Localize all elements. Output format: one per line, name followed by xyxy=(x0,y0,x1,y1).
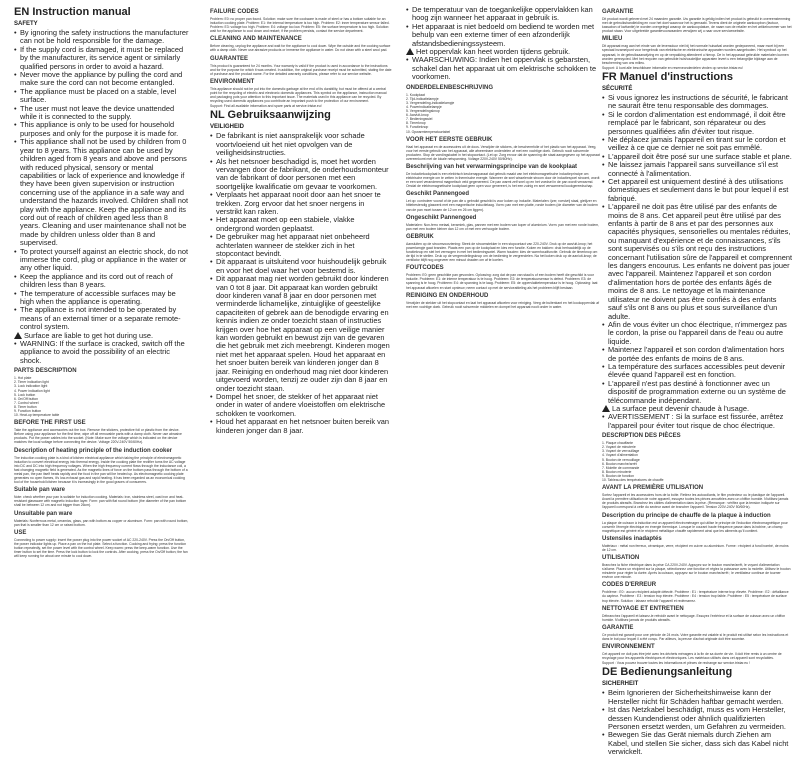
list-item: • Dit apparaat is uitsluitend voor huishoudelijk gebruik en voor het doel waar het voor bestemd is. xyxy=(216,258,392,275)
list-item: 9. Function button xyxy=(14,409,42,413)
fr-use-heading: UTILISATION xyxy=(602,554,640,561)
warning-triangle-icon xyxy=(406,48,414,55)
fr-unsuitable-heading: Ustensiles inadaptés xyxy=(602,535,662,542)
nl-warning: • WAARSCHUWING: Indien het oppervlak is gebarsten, schakel dan het apparaat uit om elektrische schokken te voorkomen. xyxy=(412,56,600,81)
list-item: 9. Functieknop xyxy=(406,125,429,130)
column-en xyxy=(14,6,190,559)
list-item: 6. Aan/uit-knop xyxy=(406,113,429,118)
en-first-use-heading: BEFORE THE FIRST USE xyxy=(14,420,86,427)
fr-cleaning-heading: NETTOYAGE ET ENTRETIEN xyxy=(602,605,684,612)
list-item: • Het apparaat is niet bedoeld om bediend te worden met behulp van een externe timer of een afzonderlijk afstandsbedieningssysteem. xyxy=(412,23,600,48)
list-item: • L'appareil ne doit pas être utilisé par des enfants de moins de 8 ans. Cet appareil peut être utilisé par des enfants à partir de 8 ans et par des personnes aux capacités physiques, sensorielles ou mentales réduites, ou manquant d'expérience et de connaissances, s'ils sont supervisés ou s'ils ont reçu des instructions concernant l'utilisation sûre de l'appareil et comprennent les dangers encourus. Les enfants ne doivent pas jouer avec l'appareil. Maintenez l'appareil et son cordon d'alimentation hors de portée des enfants âgés de moins de 8 ans. Le nettoyage et la maintenance utilisateur ne doivent pas être confiés à des enfants sauf s'ils ont 8 ans ou plus et sous surveillance d'un adulte. xyxy=(608,203,792,321)
list-item: 4. Powerindicatielampje xyxy=(406,104,442,109)
list-item: • Cet appareil est uniquement destiné à des utilisations domestiques et seulement dans le but pour lequel il est fabriqué. xyxy=(608,178,792,203)
fr-cleaning-text: Débranchez l'appareil et laissez-le refroidir avant le nettoyage. Essuyez l'extérieur et la surface de cuisson avec un chiffon humide. N'utilisez jamais de produits abrasifs. xyxy=(602,613,786,622)
nl-support: Support: U kunt alle beschikbare informatie en reserveonderdelen vinden op service.tristar.eu! xyxy=(602,65,743,70)
list-item: • De fabrikant is niet aansprakelijk voor schade voortvloeiend uit het niet opvolgen van de veiligheidsinstructies. xyxy=(216,132,392,157)
en-failure-heading: FAILURE CODES xyxy=(210,9,259,15)
en-pans-text: Note: check whether your pan is suitable for induction cooking. Materials: iron, stainless steel, cast iron and heat-resistant glassware with magnetic induction layer. Form: pan with flat round bottom (the diameter of the pan bottom shall be between 12 cm and not bigger than 26cm). xyxy=(14,495,187,508)
list-item: • Si vous ignorez les instructions de sécurité, le fabricant ne saurait être tenu responsable des dommages. xyxy=(608,94,792,111)
en-first-use-text: Take the appliance and accessories out the box. Remove the stickers, protective foil or plastic from the device. Before using your appliance for the first time, wipe off all removable parts with a damp cloth. Never use abrasive products. Put the power cables into the socket. (Note: Make sure the voltage which is indicated on the device matches the local voltage before connecting the device. Voltage 220V-240V 50/60Hz). xyxy=(14,428,182,445)
list-item: 10. Tableau des températures de chauffe xyxy=(602,478,664,483)
en-env-heading: ENVIRONMENT xyxy=(210,78,255,85)
fr-safety-list xyxy=(602,94,792,405)
list-item: • Het apparaat moet op een stabiele, vlakke ondergrond worden geplaatst. xyxy=(216,216,392,233)
list-item: • Afin de vous éviter un choc électrique, n'immergez pas le cordon, la prise ou l'appareil dans de l'eau ou autre liquide. xyxy=(608,321,792,346)
nl-title: NL Gebruiksaanwijzing xyxy=(210,109,331,122)
en-support: Support: Find all available information and spare parts at service.tristar.eu! xyxy=(210,104,322,109)
list-item: • The appliance must be placed on a stable, level surface. xyxy=(20,88,190,105)
de-safety-heading: SICHERHEIT xyxy=(602,681,639,688)
column-en-nl xyxy=(210,6,392,435)
nl-unsuitable-text: Materialen: Non-ferro metaal, keramiek, glas, pannen met een bodem van koper of aluminium. Vorm: pan met een ronde bodem, pan met een bodem kleiner dan 12 cm of met een verhoogde bodem. xyxy=(406,222,599,231)
list-item: 10. Heat-up temperature table xyxy=(14,413,60,418)
nl-guarantee-text: Dit product wordt geleverd met 24 maanden garantie. Uw garantie is geldig indien het product is gebruikt in overeenstemming met de gebruikshandleiding en voor het doel waarvoor het is gemaakt. Tevens dient de originele aankoopbon (factuur, kassabon of kwitantie) te worden overgelegd waarop de aankoopdatum, de naam van de retailer en het artikelnummer van het product staan. Voor uitgebreide garantievoorwaarden verwijzen wij u naar onze servicewebsite. xyxy=(602,17,792,34)
en-env-text: This appliance should not be put into the domestic garbage at the end of its durability, but must be offered at a central point for the recycling of electric and electronic domestic appliances. This symbol on the appliance, instruction manual and packaging puts your attention to this important issue. The materials used in this appliance can be recycled. By recycling used domestic appliances you contribute an important push to the protection of our environment. xyxy=(210,86,387,104)
list-item: 2. Timer indication light xyxy=(14,380,49,385)
en-parts-heading: PARTS DESCRIPTION xyxy=(14,368,77,375)
nl-first-use-text: Haal het apparaat en de accessoires uit de doos. Verwijder de stickers, de beschermfolie of het plastic van het apparaat. Veeg, voor het eerste gebruik van het apparaat, alle afneembare onderdelen af met een vochtige doek. Gebruik nooit schurende producten. Stop de voedingskabel in het stopcontact. (Let op: Zorg ervoor dat de spanning die staat aangegeven op het apparaat overeenkomt met de lokale netspanning. Voltage 220V-240V 50/60Hz). xyxy=(406,144,600,161)
list-item: • De gebruiker mag het apparaat niet onbeheerd achterlaten wanneer de stekker zich in het stopcontact bevindt. xyxy=(216,233,392,258)
list-item: • The user must not leave the device unattended while it is connected to the supply. xyxy=(20,105,190,122)
list-item: • Ne déplacez jamais l'appareil en tirant sur le cordon et veillez à ce que ce dernier ne soit pas emmêlé. xyxy=(608,136,792,153)
nl-parts-list xyxy=(406,93,600,134)
list-item: 3. Vergrendeling-indicatielampje xyxy=(406,100,455,105)
list-item: • Si le cordon d'alimentation est endommagé, il doit être remplacé par le fabricant, son réparateur ou des personnes qualifiées afin d'éviter tout risque. xyxy=(608,111,792,136)
en-pans-heading: Suitable pan ware xyxy=(14,487,66,494)
en-parts-list xyxy=(14,376,190,417)
fr-title: FR Manuel d'instructions xyxy=(602,70,733,83)
list-item: • Ne laissez jamais l'appareil sans surveillance s'il est connecté à l'alimentation. xyxy=(608,161,792,178)
fr-parts-heading: DESCRIPTION DES PIÈCES xyxy=(602,433,681,440)
list-item: • Never move the appliance by pulling the cord and make sure the cord can not become entangled. xyxy=(20,71,190,88)
en-guarantee-heading: GUARANTEE xyxy=(210,55,249,62)
fr-failure-heading: CODES D'ERREUR xyxy=(602,582,657,589)
en-safety-list xyxy=(14,29,190,332)
list-item: 7. Molette de commande xyxy=(602,465,640,470)
list-item: • Ist das Netzkabel beschädigt, muss es vom Hersteller, dessen Kundendienst oder ähnlich qualifizierten Personen ersetzt werden, um Gefahren zu vermeiden. xyxy=(608,706,792,731)
fr-safety-heading: SÉCURITÉ xyxy=(602,85,633,92)
fr-first-use-text: Sortez l'appareil et les accessoires hors de la boîte. Retirez les autocollants, le film protecteur ou le plastique de l'appareil. Avant la première utilisation de votre appareil, essuyez toutes les pièces amovibles avec un chiffon humide. N'utilisez jamais de produits abrasifs. Branchez les câbles d'alimentation dans la prise. (Remarque : vérifiez que la tension indiquée sur l'appareil correspond à celle du secteur avant de brancher l'appareil. Tension 220V-240V 50/60Hz). xyxy=(602,493,789,510)
en-use-heading: USE xyxy=(14,529,27,536)
list-item: • Verplaats het apparaat nooit door aan het snoer te trekken. Zorg ervoor dat het snoer nergens in verstrikt kan raken. xyxy=(216,191,392,216)
list-item: • If the supply cord is damaged, it must be replaced by the manufacturer, its service agent or similarly qualified persons in order to avoid a hazard. xyxy=(20,46,190,71)
list-item: 7. Control wheel xyxy=(14,400,39,405)
nl-principle-heading: Beschrijving van het verwarmingsprincipe van de kookplaat xyxy=(406,163,578,170)
list-item: 2. Tijd-indicatielampje xyxy=(406,96,439,101)
list-item: • L'appareil n'est pas destiné à fonctionner avec un dispositif de programmation externe ou un système de télécommande indépendant. xyxy=(608,380,792,405)
nl-guarantee-heading: GARANTIE xyxy=(602,9,634,15)
list-item: • Dit apparaat mag niet worden gebruikt door kinderen van 0 tot 8 jaar. Dit apparaat kan worden gebruikt door kinderen vanaf 8 jaar en door personen met verminderde lichamelijke, zintuiglijke of geestelijke capaciteiten of gebrek aan de benodigde ervaring en kennis indien ze onder toezicht staan of instructies krijgen over hoe het apparaat op een veilige manier kan worden gebruikt en bewust zijn van de gevaren die het gebruik met zich meebrengt. Kinderen mogen niet met het apparaat spelen. Houd het apparaat en het snoer buiten bereik van kinderen jonger dan 8 jaar. Reiniging en onderhoud mag niet door kinderen uitgevoerd worden, tenzij ze ouder zijn dan 8 jaar en onder toezicht staan. xyxy=(216,275,392,393)
list-item: 8. Timer button xyxy=(14,404,37,409)
list-item: • To protect yourself against an electric shock, do not immerse the cord, plug or appliance in the water or any other liquid. xyxy=(20,248,190,273)
list-item: 5. Vergrendelingsknop xyxy=(406,109,440,114)
list-item: 3. Lock indication light xyxy=(14,384,48,389)
en-small-text xyxy=(14,368,190,558)
en-small-text-cont xyxy=(210,9,392,108)
list-item: 6. On/Off button xyxy=(14,396,39,401)
list-item: 1. Plaque chauffante xyxy=(602,441,634,446)
nl-safety-heading: VEILIGHEID xyxy=(210,124,245,131)
list-item: • Maintenez l'appareil et son cordon d'alimentation hors de portée des enfants de moins de 8 ans. xyxy=(608,346,792,363)
fr-guarantee-heading: GARANTIE xyxy=(602,624,634,631)
fr-support: Support : Vous pouvez trouver toutes les informations et pièces de rechange sur service.tristar.eu ! xyxy=(602,661,750,666)
en-cleaning-text: Before cleaning, unplug the appliance and wait for the appliance to cool down. Wipe the outside and the cooking surface with a damp cloth. Never use abrasive products or immerse the appliance in water. Do not clean with a steel wool pad. xyxy=(210,44,391,53)
en-guarantee-text: This product is guaranteed for 24 months. Your warranty is valid if the product is used in accordance to the instructions and for the purpose for which it was created. In addition, the original purchase receipt must be submitted, stating the date of purchase and the product name. For the detailed warranty conditions, please refer to our service website. xyxy=(210,63,392,76)
list-item: • Keep the appliance and its cord out of reach of children less than 8 years. xyxy=(20,273,190,290)
fr-principle-text: La plaque de cuisson à induction est un appareil électroménager qui utilise le principe de l'induction électromagnétique pour convertir l'énergie électrique en énergie thermique. Lorsque le courant haute fréquence passe dans la bobine, un champ magnétique est généré et le récipient métallique chauffe rapidement ainsi que les aliments qu'il contient. xyxy=(602,520,788,533)
list-item: • L'appareil doit être posé sur une surface stable et plane. xyxy=(608,153,792,161)
list-item: 4. Voyant d'alimentation xyxy=(602,453,638,458)
fr-use-text: Branchez la fiche électrique dans la prise CA 220V-240V. Appuyez sur le bouton marche/arrêt, le voyant d'alimentation s'allume. Placez un récipient sur la plaque, sélectionnez une fonction et réglez la puissance avec la molette. Utilisez le bouton minuterie pour régler la durée. Après la cuisson, appuyez sur le bouton marche/arrêt ; le ventilateur continue de tourner environ une minute. xyxy=(602,562,791,580)
nl-small-text-cont xyxy=(602,9,792,70)
column-nl-fr-de xyxy=(602,6,792,757)
list-item: 4. Power indication light xyxy=(14,388,50,393)
list-item: 7. Bedieningswiel xyxy=(406,117,433,122)
column-nl xyxy=(406,6,600,310)
list-item: 1. Hot plate xyxy=(14,376,32,381)
nl-principle-text: De inductiekookplaat is een elektrisch keukenapparaat dat gebruik maakt van het elektromagnetische inductieprincipe om elektrische energie om te zetten in thermische energie. Wanneer de snel wisselende stroom door de inductiespoel stroomt, wordt er een snel veranderend magnetisch veld gegenereerd. De pan warmt zelf snel op en het voedsel in de pan wordt verwarmd. Omdat de elektromagnetische kookplaat geen open vuur genereert, is het een zuinig en snel verwarmend kookgereedschap. xyxy=(406,171,600,189)
nl-parts-heading: ONDERDELENBESCHRIJVING xyxy=(406,84,494,91)
list-item: 9. Bouton de fonction xyxy=(602,473,635,478)
list-item: • De temperatuur van de toegankelijke oppervlakken kan hoog zijn wanneer het apparaat in gebruik is. xyxy=(412,6,600,23)
nl-pans-text: Let op: controleer vooraf of de pan die u gebruikt geschikt is voor koken op inductie. Materialen: ijzer, roestvrij staal, gietijzer en hittebestendig glaswerk met een magnetische inductielaag. Vorm: pan met een platte, ronde bodem (de diameter van de bodem van de pan moet tussen de 12 cm en 26 cm liggen). xyxy=(406,199,598,212)
en-title: EN Instruction manual xyxy=(14,6,131,18)
de-safety-list xyxy=(602,689,792,756)
de-title: DE Bedienungsanleitung xyxy=(602,666,733,679)
warning-triangle-icon xyxy=(602,405,610,412)
list-item: 1. Kookplaat xyxy=(406,92,425,97)
list-item: • The temperature of accessible surfaces may be high when the appliance is operating. xyxy=(20,290,190,307)
fr-principle-heading: Description du principe de chauffe de la plaque à induction xyxy=(602,512,771,519)
list-item: • Houd het apparaat en het netsnoer buiten bereik van kinderen jonger dan 8 jaar. xyxy=(216,418,392,435)
nl-first-use-heading: VOOR HET EERSTE GEBRUIK xyxy=(406,136,493,143)
list-item: • La température des surfaces accessibles peut devenir élevée quand l'appareil est en fonction. xyxy=(608,363,792,380)
hot-surface-text: La surface peut devenir chaude à l'usage. xyxy=(612,403,750,413)
nl-cleaning-text: Verwijder de stekker uit het stopcontact en laat het apparaat afkoelen voor reiniging. Veeg de buitenkant en het kookoppervlak af met een vochtige doek. Gebruik nooit schurende middelen en dompel het apparaat nooit onder in water. xyxy=(406,300,600,309)
en-safety-heading: SAFETY xyxy=(14,21,38,27)
list-item: • Beim Ignorieren der Sicherheitshinweise kann der Hersteller nicht für Schäden haftbar gemacht werden. xyxy=(608,689,792,706)
list-item: 10. Opwarmtemperatuurtabel xyxy=(406,129,451,134)
fr-unsuitable-text: Matériaux : métal non ferreux, céramique, verre, récipient en cuivre ou aluminium. Forme : récipient à fond bombé, de moins de 12 cm. xyxy=(602,543,789,552)
nl-cleaning-heading: REINIGING EN ONDERHOUD xyxy=(406,292,489,299)
en-failure-text: Problem: E0: no proper pan found. Solution: make sure the cookware is made of steel or has a bottom suitable for an induction cooking plate. Problem: E1: the internal temperature is too high. Problem: E2: inner temperature sensor failed. Problem: E3: voltage too high. Problem: E4: voltage too low. Problem: E5: the surface temperature is too high. Solution: wait for the appliance to cool down and restart; if the problem persists, contact the service department. xyxy=(210,17,390,34)
list-item: • Bewegen Sie das Gerät niemals durch Ziehen am Kabel, und stellen Sie sicher, dass sich das Kabel nicht verwickelt. xyxy=(608,731,792,756)
list-item: • This appliance shall not be used by children from 0 year to 8 years. This appliance can be used by children aged from 8 years and above and persons with reduced physical, sensory or mental capabilities or lack of experience and knowledge if they have been given supervision or instruction concerning use of the appliance in a safe way and understand the hazards involved. Children shall not play with the appliance. Keep the appliance and its cord out of reach of children aged less than 8 years. Cleaning and user maintenance shall not be made by children unless older than 8 and supervised. xyxy=(20,138,190,247)
nl-safety-list xyxy=(210,132,392,435)
fr-parts-list xyxy=(602,441,792,482)
hot-surface-text: Surface are liable to get hot during use. xyxy=(24,330,154,340)
en-principle-text: The induction cooking plate is a kind of kitchen electrical appliance which taking the principle of electromagnetic induction to convert electrical energy into thermal energy. Inside the cooking plate the rectifier turns the AC voltage into DC and DC into high frequency voltages. When the high frequency current flows through the inductance coil, a fast changing magnetic field is generated. As the magnetic lines of force on the bottom pass through the bottom of a metal pan, the pan itself heats rapidly and the food in the pan will be heated up. As electromagnetic cooking plate generates no open flames, it's low-exhaust gas and rapid heating. It has been regarded as an economical cooking tool of the household kitchen because it is increasingly in the good graces of consumers. xyxy=(14,455,188,485)
nl-env-heading: MILIEU xyxy=(602,36,623,43)
list-item: • This appliance is only to be used for household purposes and only for the purpose it is made for. xyxy=(20,121,190,138)
en-unsuitable-heading: Unsuitable pan ware xyxy=(14,510,73,517)
warning-triangle-icon xyxy=(14,332,22,339)
nl-failure-text: Probleem: E0: geen geschikte pan gevonden. Oplossing: zorg dat de pan van staal is of een bodem heeft die geschikt is voor inductie. Probleem: E1: de interne temperatuur is te hoog. Probleem: E2: de temperatuursensor is defect. Probleem: E3: de spanning is te hoog. Probleem: E4: de spanning is te laag. Probleem: E5: de oppervlaktetemperatuur is te hoog. Oplossing: laat het apparaat afkoelen en start opnieuw; neem contact op met de serviceafdeling als het probleem blijft bestaan. xyxy=(406,273,598,290)
list-item: 2. Voyant de minuterie xyxy=(602,445,636,450)
list-item: 5. Lock button xyxy=(14,392,36,397)
list-item: • Dompel het snoer, de stekker of het apparaat niet onder in water of andere vloeistoffen om elektrische schokken te voorkomen. xyxy=(216,393,392,418)
nl-unsuitable-heading: Ongeschikt Pannengoed xyxy=(406,214,477,221)
nl-failure-heading: FOUTCODES xyxy=(406,265,444,272)
nl-small-text xyxy=(406,85,600,309)
list-item: 8. Bouton minuterie xyxy=(602,469,632,474)
list-item: • Als het netsnoer beschadigd is, moet het worden vervangen door de fabrikant, de onderhoudsmonteur van de fabrikant of door personen met een soortgelijke kwalificatie om gevaar te voorkomen. xyxy=(216,158,392,192)
list-item: 3. Voyant de verrouillage xyxy=(602,449,640,454)
fr-small-text xyxy=(602,433,792,665)
fr-env-heading: ENVIRONNEMENT xyxy=(602,644,655,650)
en-unsuitable-text: Materials: Nonferrous metal, ceramics, glass, pan with bottom as copper or aluminum. Form: pan with round bottom, pan that is smaller than 12 cm or raised bottom. xyxy=(14,518,189,527)
en-warning: • WARNING: If the surface is cracked, switch off the appliance to avoid the possibility of an electric shock. xyxy=(20,340,190,365)
en-use-text: Connecting to power supply: insert the power plug into the power socket of AC 220-240V. Press the On/Off button, the power indicator lights up. Place a pan on the hot plate. Select a function. Cooking and frying: press the function button repeatedly, set the power level with the control wheel. Keep warm: press the keep-warm function. Use the timer button to set the time. Press the lock button to lock the controls. After cooking, press the On/Off button; the fan will keep running for about one minute to cool down. xyxy=(14,537,188,559)
fr-env-text: Cet appareil ne doit pas être jeté avec les déchets ménagers à la fin de sa durée de vie. Il doit être remis à un centre de recyclage pour les appareils électriques et électroniques. Les matériaux utilisés dans cet appareil sont recyclables. xyxy=(602,652,782,661)
hot-surface-text: Het oppervlak kan heet worden tijdens gebruik. xyxy=(416,47,571,57)
fr-failure-text: Problème : E0 : aucun récipient adapté détecté. Problème : E1 : température interne trop élevée. Problème : E2 : défaillance du capteur. Problème : E3 : tension trop élevée. Problème : E4 : tension trop faible. Problème : E5 : température de surface trop élevée. Solution : laissez refroidir l'appareil et redémarrez. xyxy=(602,590,789,603)
list-item: • The appliance is not intended to be operated by means of an external timer or a separate remote-control system. xyxy=(20,306,190,331)
fr-first-use-heading: AVANT LA PREMIÈRE UTILISATION xyxy=(602,485,704,492)
nl-use-heading: GEBRUIK xyxy=(406,233,434,240)
list-item: 8. Timerknop xyxy=(406,121,426,126)
list-item: 5. Bouton de verrouillage xyxy=(602,457,640,462)
nl-safety-list-cont xyxy=(406,6,600,48)
en-principle-heading: Description of heating principle of the induction cooker xyxy=(14,447,173,454)
nl-use-text: Aansluiten op de stroomvoorziening: Steek de stroomstekker in een stopcontact van 220-240V. Druk op de aan/uit-knop; het powerlampje gaat branden. Plaats een pan op de kookplaat en kies een functie. Koken en bakken: druk herhaaldelijk op de functieknop en stel het vermogen in met het bedieningswiel. Warm houden: kies de warmhoudfunctie. Gebruik de timerknop om de tijd in te stellen. Druk op de vergrendelingsknop om de bediening te vergrendelen. Na het koken druk op de aan/uit-knop; de ventilator blijft nog ongeveer een minuut draaien om af te koelen. xyxy=(406,241,598,263)
fr-warning: • AVERTISSEMENT : Si la surface est fissurée, arrêtez l'appareil pour éviter tout risque de choc électrique. xyxy=(608,413,792,430)
en-cleaning-heading: CLEANING AND MAINTENANCE xyxy=(210,36,302,43)
list-item: • By ignoring the safety instructions the manufacturer can not be hold responsible for the damage. xyxy=(20,29,190,46)
list-item: 6. Bouton marche/arrêt xyxy=(602,461,637,466)
fr-guarantee-text: Ce produit est garanti pour une période de 24 mois. Votre garantie est valable si le produit est utilisé selon les instructions et dans le but pour lequel il a été conçu. Par ailleurs, la preuve d'achat originale doit être soumise. xyxy=(602,632,789,641)
nl-pans-heading: Geschikt Pannengoed xyxy=(406,191,470,198)
nl-env-text: Dit apparaat mag aan het einde van de levensduur niet bij het normale huisafval worden gedeponeerd, maar moet bij een speciaal inzamelpunt voor hergebruik van elektrische en elektronische apparaten worden aangeboden. Het symbool op het apparaat, in de gebruiksaanwijzing en op de verpakking attendeert u hierop. De in het apparaat gebruikte materialen kunnen worden gerecycled. Met het recyclen van gebruikte huishoudelijke apparaten levert u een belangrijke bijdrage aan de bescherming van ons milieu. xyxy=(602,44,789,65)
